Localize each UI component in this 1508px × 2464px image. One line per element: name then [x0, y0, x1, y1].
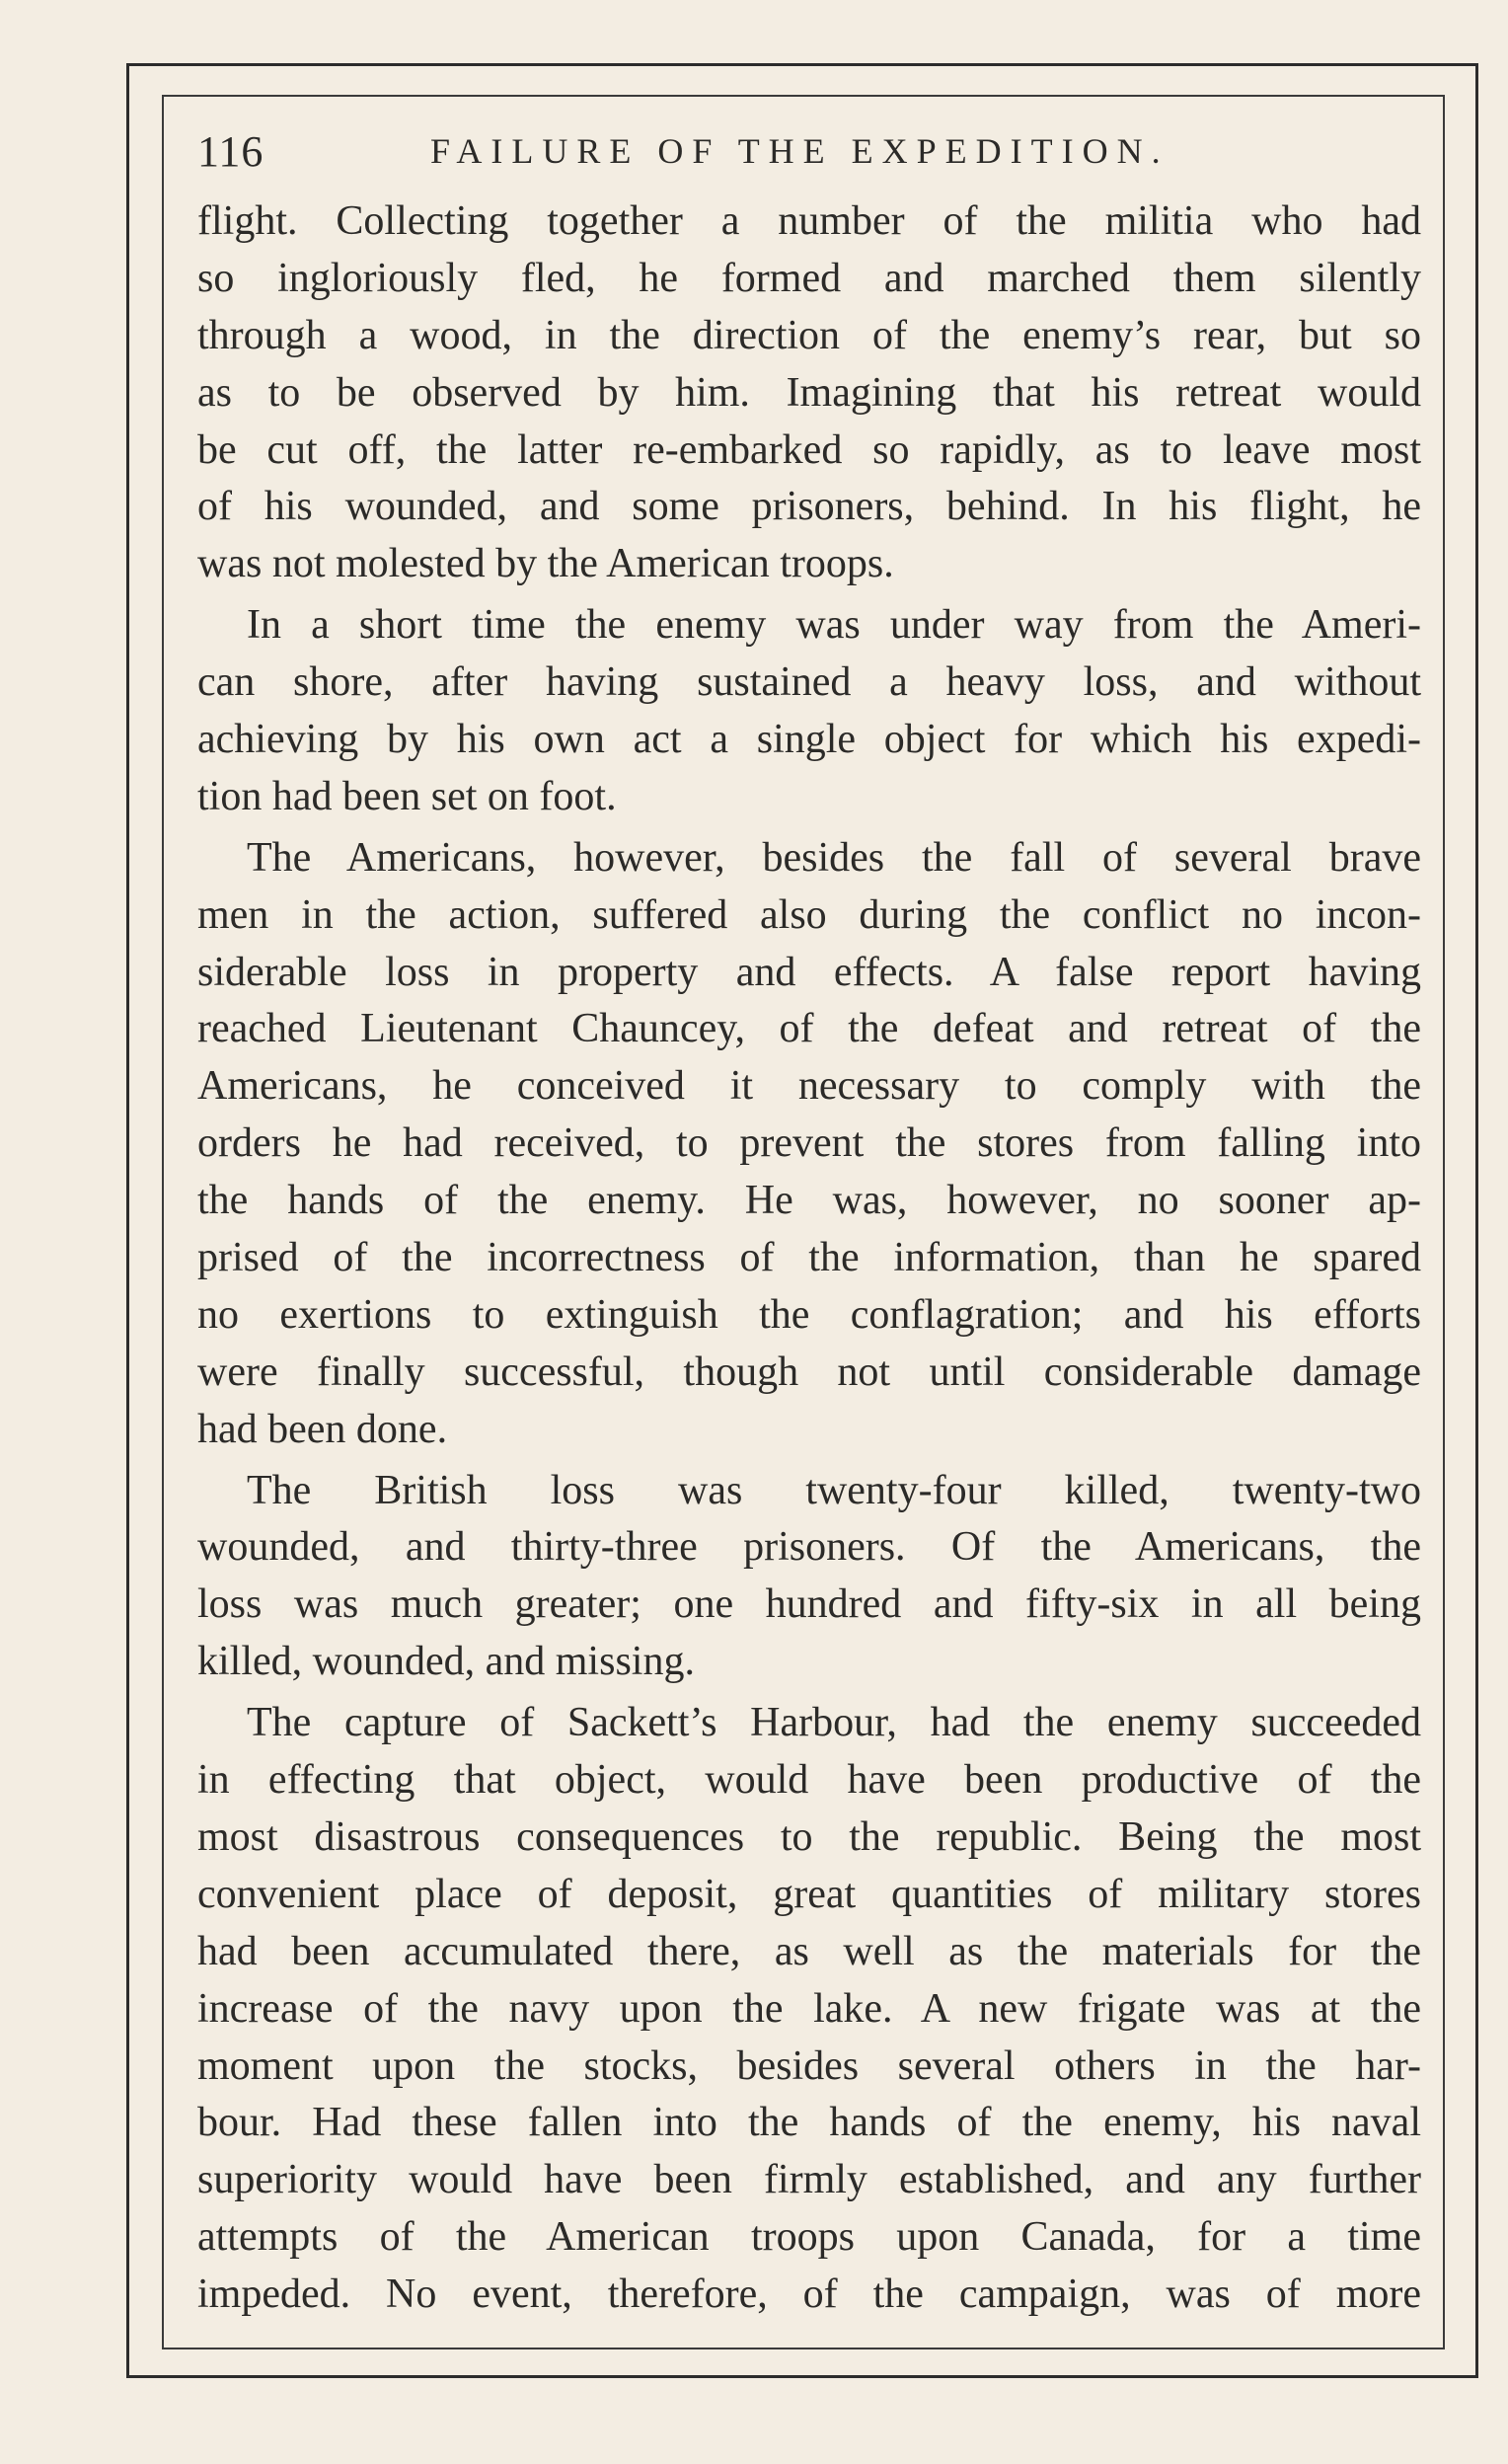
text-line: can shore, after having sustained a heavy loss, and without — [197, 659, 1421, 706]
text-line: in effecting that object, would have been productive of the — [197, 1757, 1421, 1804]
running-title: FAILURE OF THE EXPEDITION. — [430, 131, 1169, 171]
text-line: Americans, he conceived it necessary to comply with the — [197, 1063, 1421, 1110]
text-line: of his wounded, and some prisoners, behind. In his flight, he — [197, 484, 1421, 530]
text-line: superiority would have been firmly established, and any further — [197, 2157, 1421, 2203]
body-text — [197, 193, 1421, 2324]
text-line: so ingloriously fled, he formed and marched them silently — [197, 255, 1421, 301]
text-line: The British loss was twenty-four killed, twenty-two — [247, 1467, 1421, 1513]
text-line: achieving by his own act a single object for which his expedi- — [197, 717, 1421, 763]
page-number: 116 — [197, 127, 264, 176]
text-line: increase of the navy upon the lake. A new frigate was at the — [197, 1985, 1421, 2032]
text-line: The capture of Sackett’s Harbour, had the enemy succeeded — [247, 1700, 1421, 1746]
text-line: most disastrous consequences to the republic. Being the most — [197, 1813, 1421, 1860]
text-line: orders he had received, to prevent the stores from falling into — [197, 1120, 1421, 1167]
text-line: impeded. No event, therefore, of the campaign, was of more — [197, 2272, 1421, 2318]
text-line: no exertions to extinguish the conflagration; and his efforts — [197, 1291, 1421, 1338]
text-line: tion had been set on foot. — [197, 773, 617, 819]
text-line: men in the action, suffered also during the conflict no incon- — [197, 891, 1421, 938]
text-line: through a wood, in the direction of the enemy’s rear, but so — [197, 312, 1421, 358]
text-line: flight. Collecting together a number of the militia who had — [197, 198, 1421, 244]
text-line: The Americans, however, besides the fall of several brave — [247, 834, 1421, 881]
text-line: were finally successful, though not until considerable damage — [197, 1348, 1421, 1395]
text-line: wounded, and thirty-three prisoners. Of the Americans, the — [197, 1524, 1421, 1571]
text-line: loss was much greater; one hundred and fifty-six in all being — [197, 1581, 1421, 1628]
text-line: siderable loss in property and effects. A false report having — [197, 949, 1421, 995]
text-line: convenient place of deposit, great quantities of military stores — [197, 1871, 1421, 1917]
text-line: reached Lieutenant Chauncey, of the defeat and retreat of the — [197, 1006, 1421, 1052]
text-line: prised of the incorrectness of the information, than he spared — [197, 1235, 1421, 1281]
text-line: attempts of the American troops upon Canada, for a time — [197, 2214, 1421, 2261]
text-line: was not molested by the American troops. — [197, 541, 894, 587]
text-line: the hands of the enemy. He was, however, no sooner ap- — [197, 1178, 1421, 1224]
text-line: bour. Had these fallen into the hands of the enemy, his naval — [197, 2100, 1421, 2146]
text-line: be cut off, the latter re-embarked so rapidly, as to leave most — [197, 426, 1421, 473]
page-header — [193, 116, 1427, 186]
text-line: killed, wounded, and missing. — [197, 1639, 695, 1685]
text-line: had been accumulated there, as well as the materials for the — [197, 1928, 1421, 1974]
text-line: In a short time the enemy was under way from the Ameri- — [247, 602, 1421, 649]
text-line: moment upon the stocks, besides several others in the har- — [197, 2042, 1421, 2089]
text-line: as to be observed by him. Imagining that his retreat would — [197, 369, 1421, 416]
text-line: had been done. — [197, 1406, 448, 1452]
